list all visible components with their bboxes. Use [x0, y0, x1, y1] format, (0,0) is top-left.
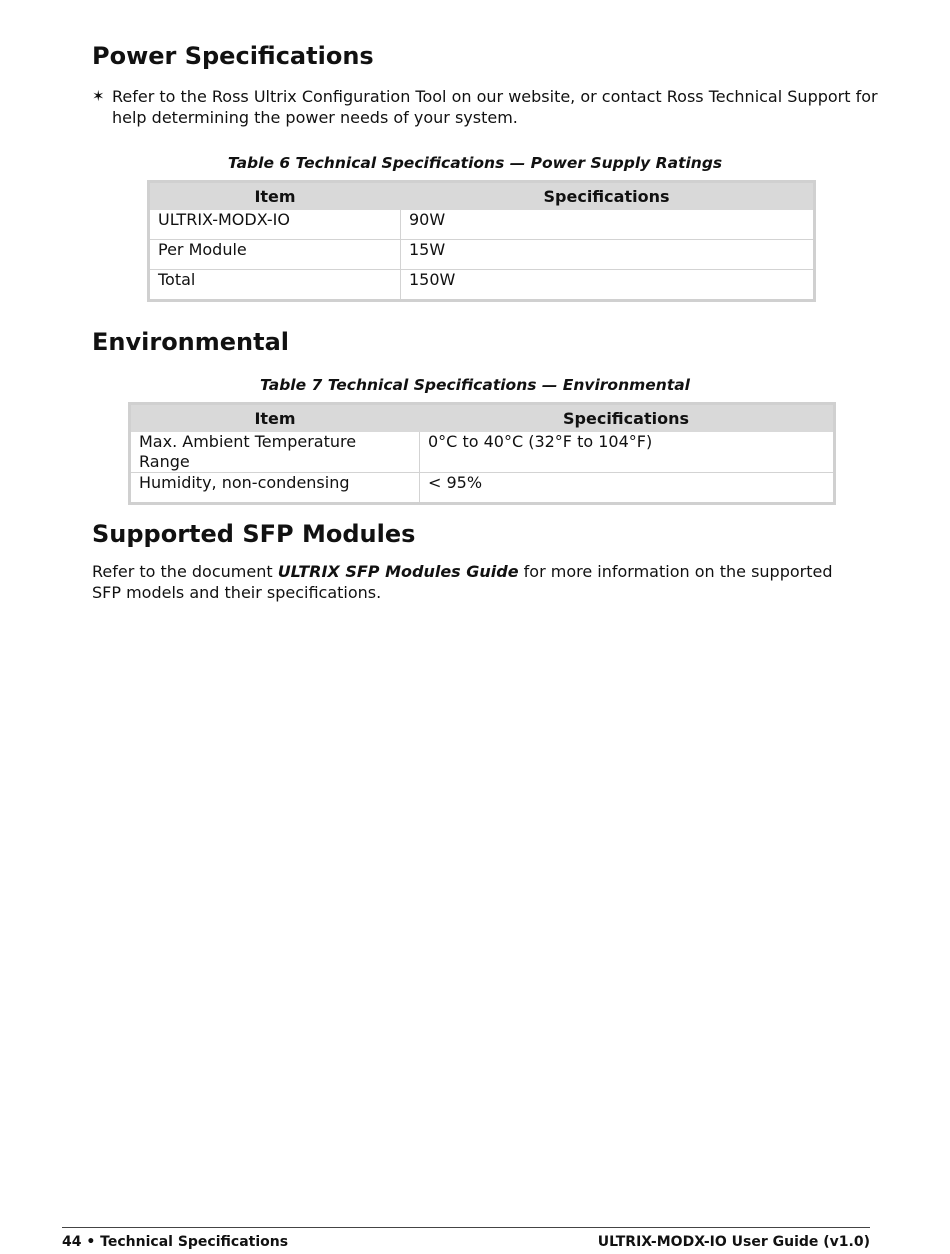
table-cell-spec: < 95%: [419, 472, 833, 502]
table-6-caption: Table 6 Technical Specifications — Power Supply Ratings: [227, 154, 723, 172]
table-cell-spec: 150W: [400, 269, 813, 299]
footer-document-title: ULTRIX-MODX-IO User Guide (v1.0): [597, 1234, 870, 1250]
table-cell-spec: 15W: [400, 239, 813, 269]
column-header-item: Item: [131, 405, 419, 432]
table-row: [131, 472, 833, 502]
power-supply-table: [147, 180, 816, 302]
table-cell-item: ULTRIX-MODX-IO: [158, 210, 290, 229]
footer-divider: [62, 1227, 870, 1228]
table-row: [150, 239, 813, 269]
sfp-text-before: Refer to the document: [92, 562, 278, 581]
sfp-guide-reference: ULTRIX SFP Modules Guide: [277, 562, 519, 581]
sfp-modules-heading: Supported SFP Modules: [92, 520, 416, 548]
star-icon: ✶: [92, 87, 105, 105]
table-cell-spec: 0°C to 40°C (32°F to 104°F): [419, 432, 833, 472]
power-note-text: Refer to the Ross Ultrix Configuration Tool on our website, or contact Ross Technical Support for help determining the power needs of your system.: [112, 87, 878, 127]
sfp-paragraph: [92, 561, 852, 603]
table-cell-item: Max. Ambient Temperature Range: [139, 432, 357, 471]
table-header-row: [150, 183, 813, 210]
table-header-row: [131, 405, 833, 432]
column-header-specifications: Specifications: [400, 183, 813, 210]
power-note: [92, 86, 882, 128]
table-row: [150, 210, 813, 239]
table-cell-item: Humidity, non-condensing: [131, 472, 419, 502]
footer-page-section: 44 • Technical Specifications: [62, 1234, 289, 1250]
sfp-text-after: for more information on the supported SFP models and their specifications.: [92, 562, 833, 602]
column-header-specifications: Specifications: [419, 405, 833, 432]
column-header-item: Item: [150, 183, 400, 210]
table-row: [150, 269, 813, 299]
power-specifications-heading: Power Specifications: [92, 42, 374, 70]
environmental-heading: Environmental: [92, 328, 290, 356]
table-cell-item: Total: [150, 269, 400, 299]
table-7-caption: Table 7 Technical Specifications — Environmental: [260, 376, 690, 394]
table-cell-spec: 90W: [400, 210, 813, 239]
environmental-table: [128, 402, 836, 505]
table-cell-item: Per Module: [150, 239, 400, 269]
table-row: [131, 432, 833, 472]
